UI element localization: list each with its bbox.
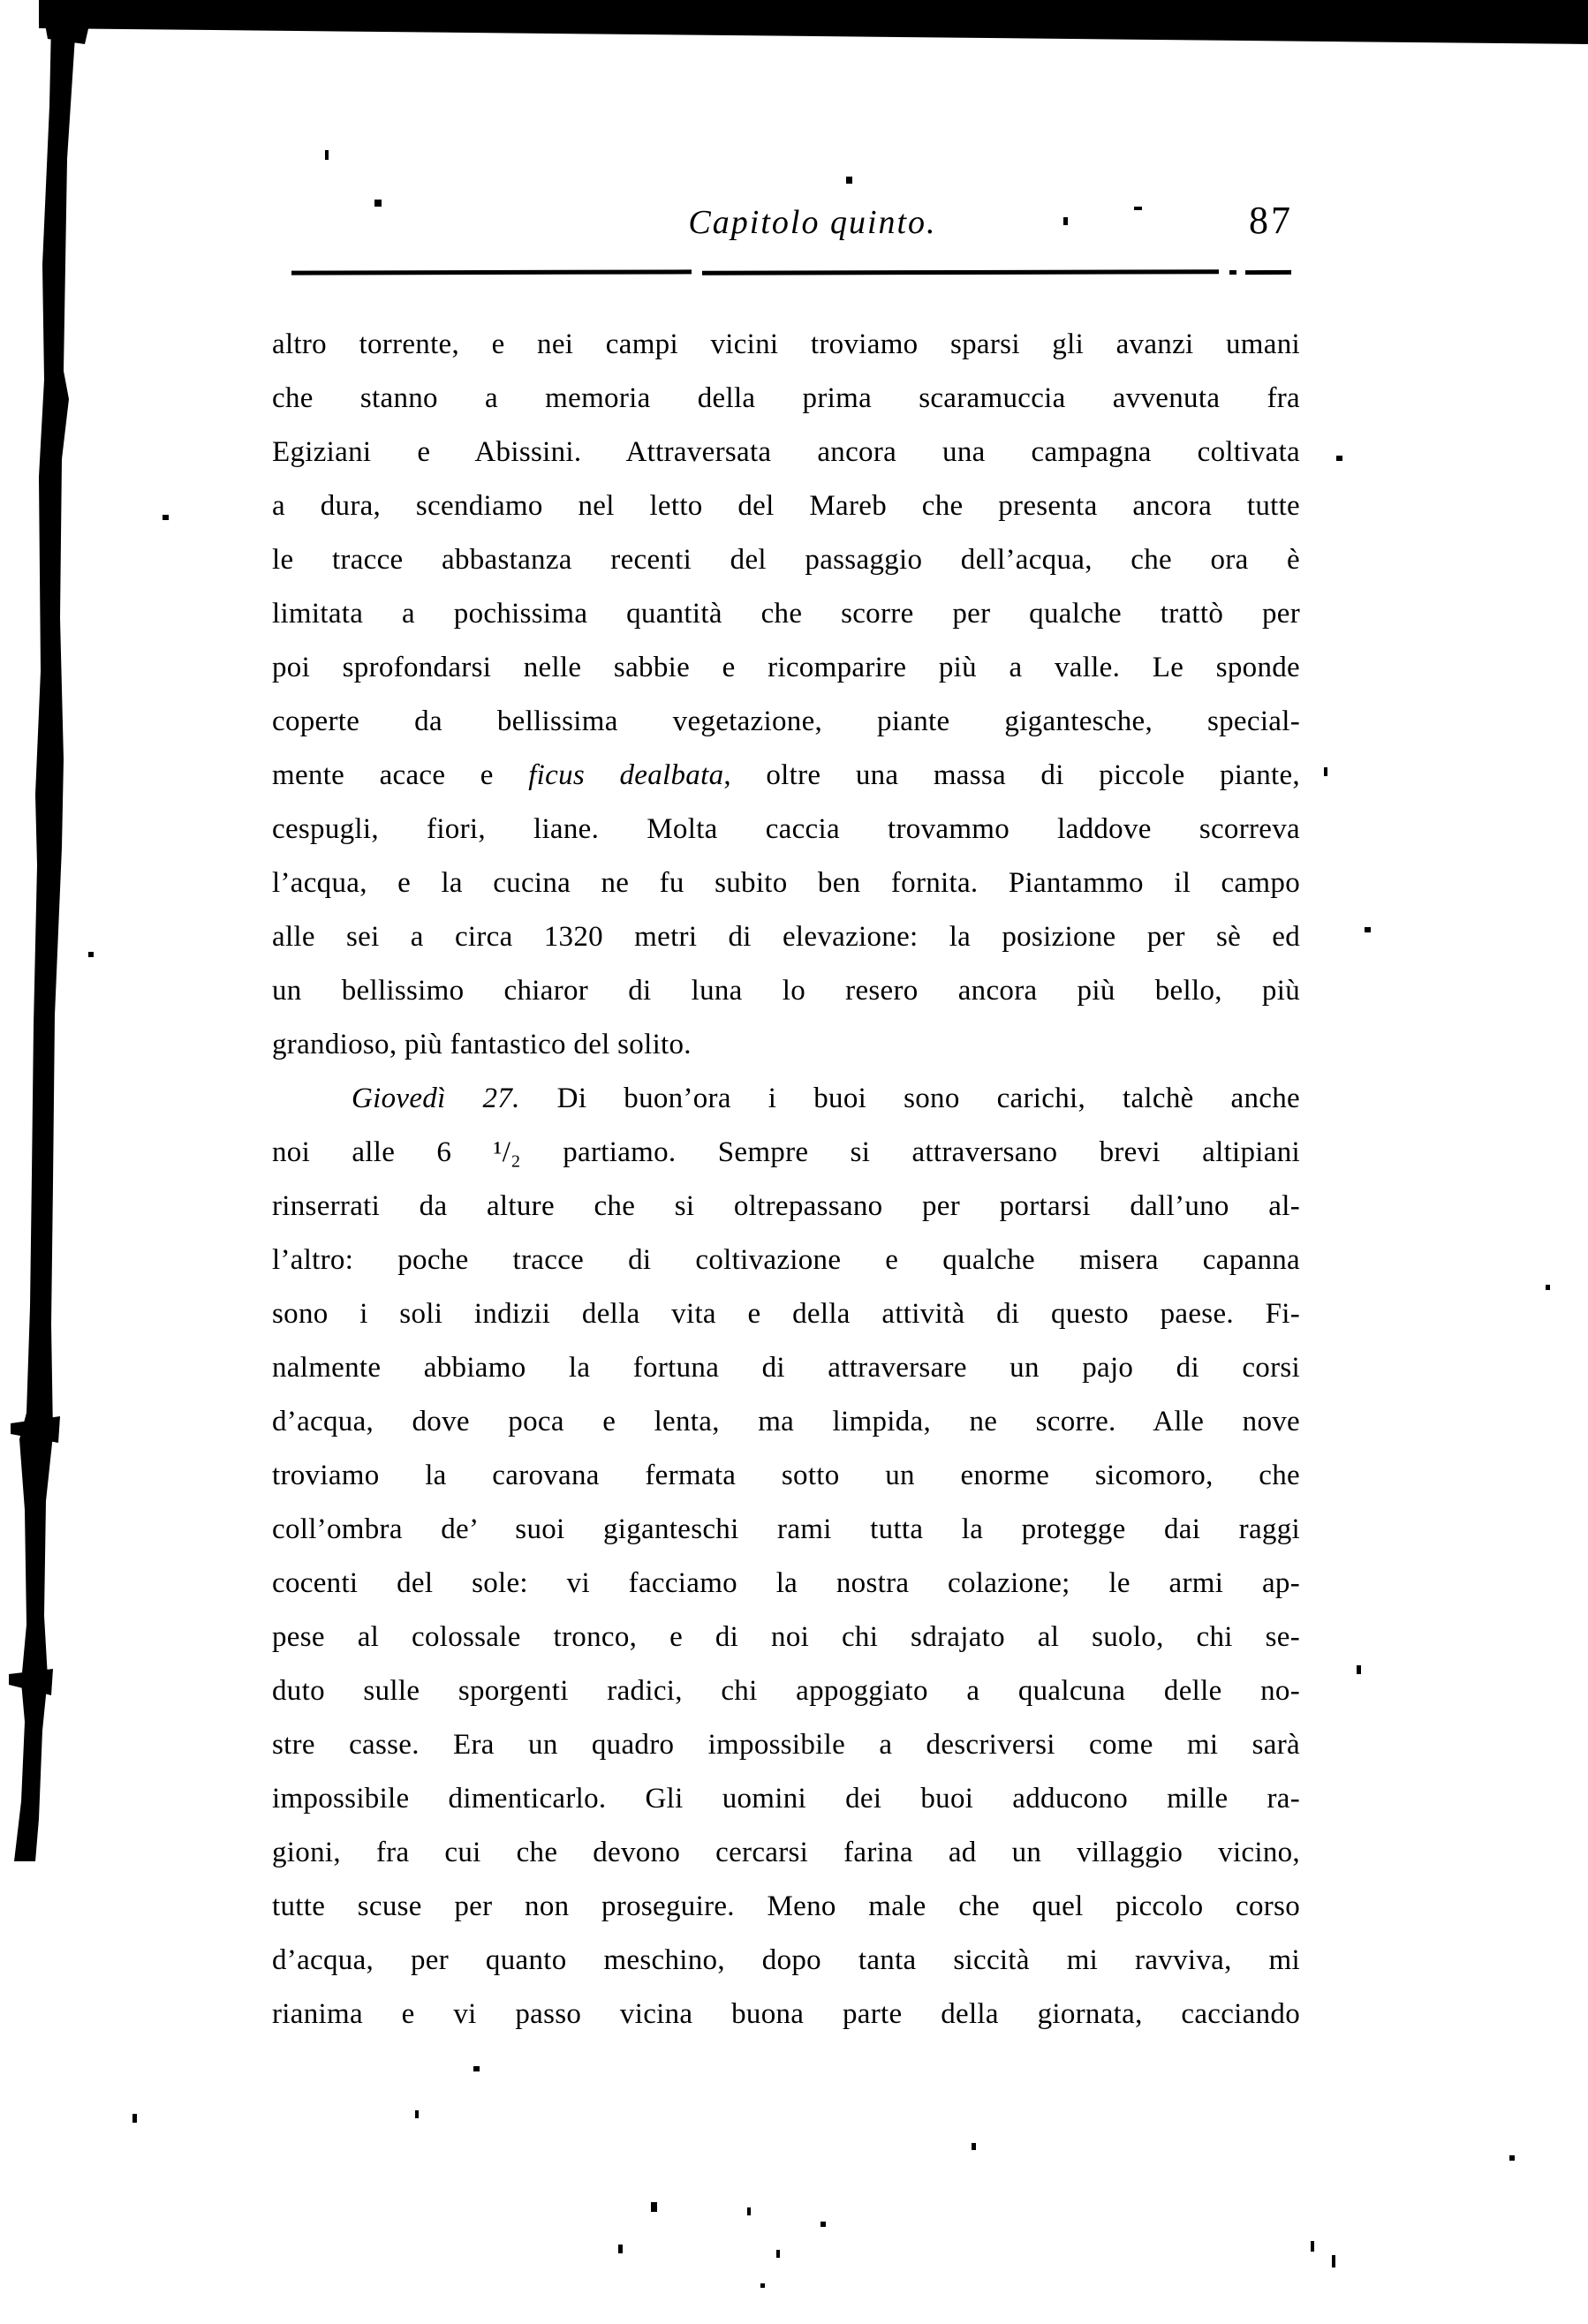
scan-speck — [325, 150, 329, 160]
text-line — [272, 641, 1300, 695]
text-line — [272, 1341, 1300, 1395]
text-line — [272, 1557, 1300, 1611]
text-line — [272, 749, 1300, 803]
scan-speck — [1324, 767, 1327, 776]
text-segment: grandioso, più fantastico del solito. — [272, 1029, 692, 1060]
text-line — [272, 1126, 1300, 1180]
text-line — [272, 1180, 1300, 1234]
text-line — [272, 1072, 1300, 1126]
text-segment: limitata a pochissima quantità che scorre per qualche trattò per — [272, 598, 1300, 630]
text-line — [272, 1018, 1300, 1072]
scan-speck — [163, 515, 169, 520]
text-segment: rinserrati da alture che si oltrepassano per portarsi dall’uno al- — [272, 1190, 1300, 1222]
text-line — [272, 1934, 1300, 1988]
text-line — [272, 1503, 1300, 1557]
text-segment: stre casse. Era un quadro impossibile a descriversi come mi sarà — [272, 1729, 1300, 1761]
scan-speck — [760, 2283, 765, 2288]
text-segment: troviamo la carovana fermata sotto un enorme sicomoro, che — [272, 1460, 1300, 1491]
text-segment: duto sulle sporgenti radici, chi appoggiato a qualcuna delle no- — [272, 1675, 1300, 1707]
text-segment: impossibile dimenticarlo. Gli uomini dei buoi adducono mille ra- — [272, 1783, 1300, 1815]
text-line — [272, 1234, 1300, 1287]
scan-speck — [1546, 1285, 1550, 1290]
text-segment: un bellissimo chiaror di luna lo resero ancora più bello, più — [272, 975, 1300, 1007]
text-line — [272, 1826, 1300, 1880]
header-rule-segment — [1229, 270, 1236, 275]
text-segment: noi alle 6 ¹/₂ partiamo. Sempre si attraversano brevi altipiani — [272, 1136, 1300, 1168]
text-segment: a dura, scendiamo nel letto del Mareb che presenta ancora tutte — [272, 490, 1300, 522]
text-line — [272, 1395, 1300, 1449]
italic-text-segment: Giovedì 27. — [352, 1083, 520, 1114]
scan-speck — [132, 2114, 137, 2123]
italic-text-segment: ficus dealbata — [528, 759, 724, 791]
text-segment: mente acace e — [272, 759, 529, 791]
scan-speck — [1063, 217, 1068, 225]
text-segment: coperte da bellissima vegetazione, piante gigantesche, special- — [272, 706, 1300, 737]
text-segment: Di buon’ora i buoi sono carichi, talchè anche — [519, 1083, 1301, 1114]
text-segment: d’acqua, dove poca e lenta, ma limpida, ne scorre. Alle nove — [272, 1406, 1300, 1437]
text-line — [272, 533, 1300, 587]
text-line — [272, 910, 1300, 964]
scan-speck — [1336, 456, 1342, 461]
scan-speck — [1357, 1665, 1361, 1674]
text-segment: cespugli, fiori, liane. Molta caccia trovammo laddove scorreva — [272, 813, 1300, 845]
text-line — [272, 372, 1300, 426]
text-segment: sono i soli indizii della vita e della attività di questo paese. Fi- — [272, 1298, 1300, 1330]
text-line — [272, 1664, 1300, 1718]
text-line — [272, 426, 1300, 479]
scan-speck — [651, 2202, 657, 2212]
text-segment: gioni, fra cui che devono cercarsi farina ad un villaggio vicino, — [272, 1837, 1300, 1868]
text-segment: tutte scuse per non proseguire. Meno male che quel piccolo corso — [272, 1890, 1300, 1922]
scan-speck — [88, 952, 94, 957]
text-line — [272, 479, 1300, 533]
text-segment: poi sprofondarsi nelle sabbie e ricomparire più a valle. Le sponde — [272, 652, 1300, 683]
text-segment: rianima e vi passo vicina buona parte della giornata, cacciando — [272, 1998, 1300, 2030]
scan-speck — [747, 2207, 751, 2215]
text-line — [272, 856, 1300, 910]
text-line — [272, 1611, 1300, 1664]
text-segment: l’acqua, e la cucina ne fu subito ben fornita. Piantammo il campo — [272, 867, 1300, 899]
text-line — [272, 1880, 1300, 1934]
text-segment: Egiziani e Abissini. Attraversata ancora una campagna coltivata — [272, 436, 1300, 468]
text-line — [272, 1287, 1300, 1341]
text-segment: coll’ombra de’ suoi giganteschi rami tutta la protegge dai raggi — [272, 1513, 1300, 1545]
text-line — [272, 1718, 1300, 1772]
header-rule-segment — [1245, 270, 1291, 275]
text-line — [272, 964, 1300, 1018]
text-segment: pese al colossale tronco, e di noi chi sdrajato al suolo, chi se- — [272, 1621, 1300, 1653]
chapter-running-title: Capitolo quinto. — [688, 204, 937, 241]
page-body-text — [272, 318, 1300, 2041]
scan-speck — [1311, 2241, 1314, 2252]
text-segment: che stanno a memoria della prima scaramuccia avvenuta fra — [272, 382, 1300, 414]
scan-speck — [820, 2222, 826, 2227]
text-line — [272, 1449, 1300, 1503]
text-segment: altro torrente, e nei campi vicini troviamo sparsi gli avanzi umani — [272, 328, 1300, 360]
text-line — [272, 1772, 1300, 1826]
text-segment: nalmente abbiamo la fortuna di attraversare un pajo di corsi — [272, 1352, 1300, 1384]
text-segment: d’acqua, per quanto meschino, dopo tanta siccità mi ravviva, mi — [272, 1944, 1300, 1976]
scan-speck — [1134, 207, 1142, 210]
text-segment: , oltre una massa di piccole piante, — [723, 759, 1300, 791]
text-line — [272, 1988, 1300, 2041]
text-segment: cocenti del sole: vi facciamo la nostra colazione; le armi ap- — [272, 1567, 1300, 1599]
scan-binding-line — [14, 23, 76, 1861]
text-segment: alle sei a circa 1320 metri di elevazione: la posizione per sè ed — [272, 921, 1300, 953]
scan-speck — [473, 2066, 480, 2071]
scan-speck — [618, 2245, 623, 2253]
text-segment: le tracce abbastanza recenti del passaggio dell’acqua, che ora è — [272, 544, 1300, 576]
scan-top-edge-band — [39, 0, 1588, 44]
text-line — [272, 803, 1300, 856]
text-line — [272, 318, 1300, 372]
text-line — [272, 587, 1300, 641]
scan-speck — [846, 177, 852, 184]
scan-speck — [1509, 2155, 1515, 2161]
text-line — [272, 695, 1300, 749]
scan-speck — [374, 200, 382, 207]
scan-speck — [1365, 927, 1371, 932]
scan-speck — [776, 2250, 780, 2258]
scan-speck — [415, 2110, 419, 2118]
text-segment: l’altro: poche tracce di coltivazione e qualche misera capanna — [272, 1244, 1300, 1276]
scan-speck — [972, 2143, 976, 2150]
page-number: 87 — [1249, 199, 1293, 242]
scan-speck — [1332, 2255, 1335, 2267]
